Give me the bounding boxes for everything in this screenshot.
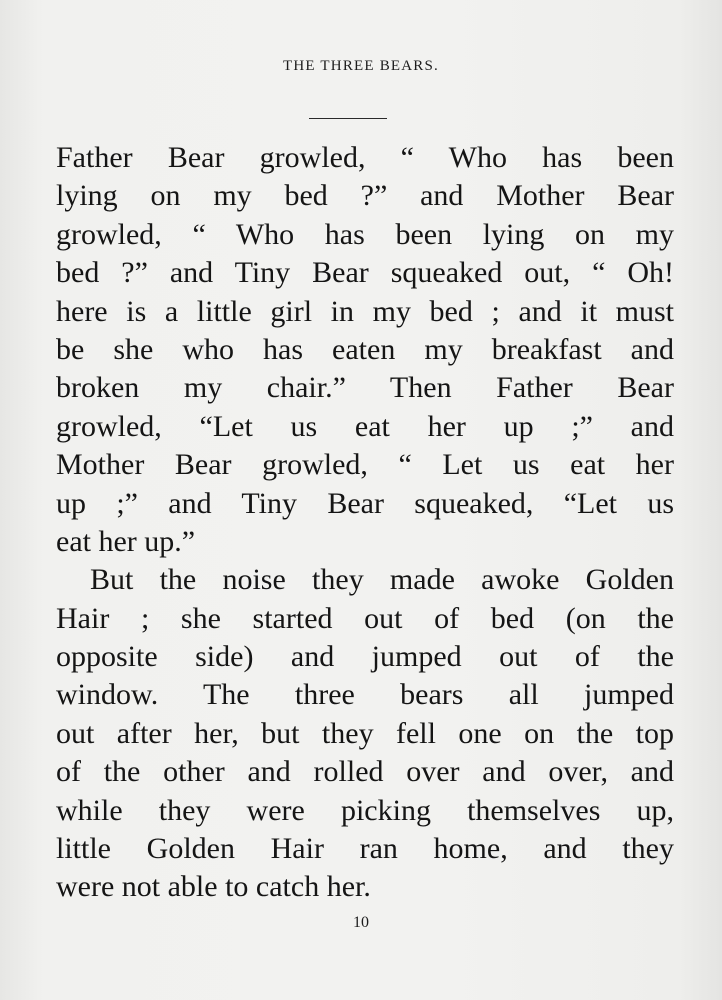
text-line: were not able to catch her.	[56, 870, 371, 904]
text-line: But the noise they made awoke Golden	[90, 563, 674, 597]
text-line: Father Bear growled, “ Who has been	[56, 141, 674, 174]
text-line: here is a little girl in my bed ; and it must	[56, 294, 674, 328]
text-line: broken my chair.” Then Father Bear	[56, 371, 674, 405]
text-line: bed ?” and Tiny Bear squeaked out, “ Oh!	[56, 256, 674, 290]
running-head: THE THREE BEARS.	[282, 58, 439, 74]
body-text	[56, 139, 674, 907]
text-line: opposite side) and jumped out of the	[56, 640, 674, 674]
head-rule	[309, 118, 387, 119]
text-line: up ;” and Tiny Bear squeaked, “Let us	[56, 486, 674, 520]
text-line: Hair ; she started out of bed (on the	[56, 601, 674, 635]
text-line: window. The three bears all jumped	[56, 678, 674, 712]
text-line: be she who has eaten my breakfast and	[56, 332, 674, 366]
text-line: Mother Bear growled, “ Let us eat her	[56, 448, 674, 482]
text-line: growled, “Let us eat her up ;” and	[56, 409, 674, 443]
page-number: 10	[353, 914, 369, 931]
text-line: lying on my bed ?” and Mother Bear	[56, 179, 674, 213]
text-line: out after her, but they fell one on the top	[56, 716, 674, 750]
text-line: little Golden Hair ran home, and they	[56, 832, 674, 866]
text-line: eat her up.”	[56, 524, 196, 558]
text-line: growled, “ Who has been lying on my	[56, 217, 674, 251]
text-line: of the other and rolled over and over, and	[56, 755, 674, 789]
text-line: while they were picking themselves up,	[56, 793, 674, 827]
